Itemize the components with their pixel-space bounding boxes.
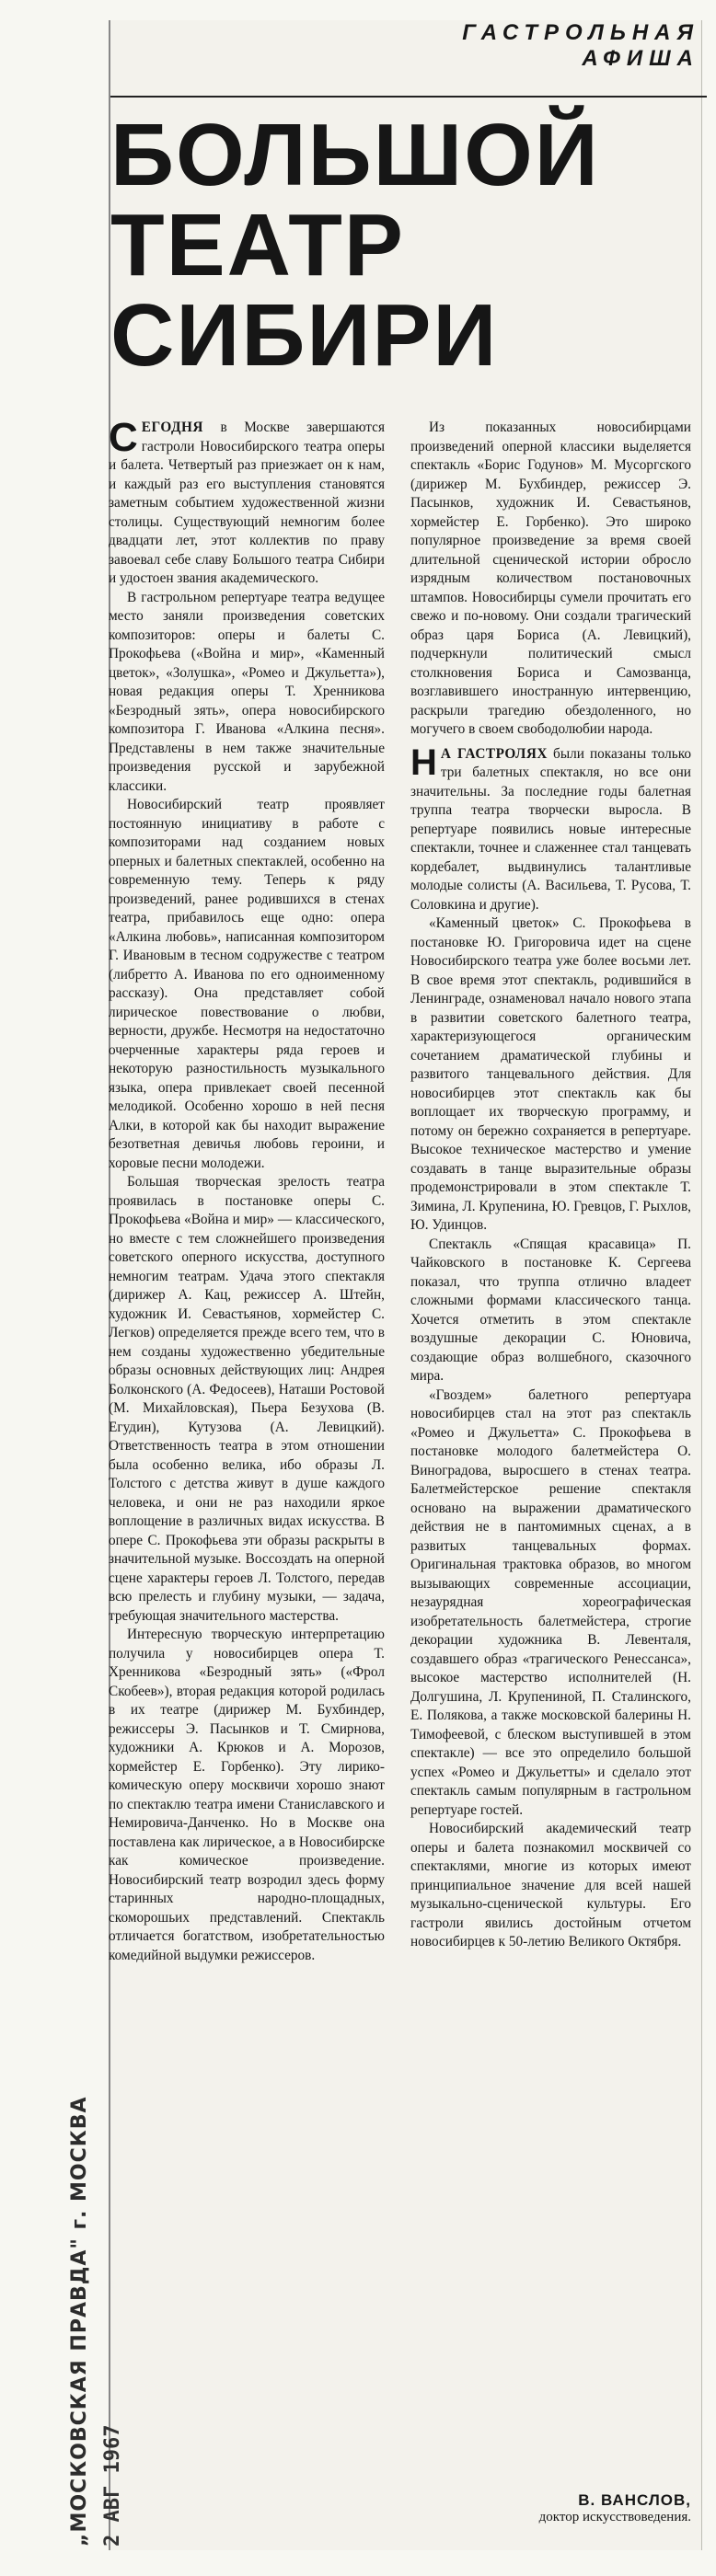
headline: [110, 106, 626, 385]
drop-cap: С: [109, 415, 138, 460]
paragraph-text: в Москве завершаются гастроли Новосибирского театра оперы и балета. Четвертый раз приезжает он к нам, и каждый раз его выступления становятся заметным событием художественной жизни столицы. Существующий немногим более двадцати лет, этот коллектив по праву завоевал себе славу Большого театра Сибири и удостоен звания академического.: [109, 420, 385, 586]
drop-cap: Н: [410, 742, 437, 783]
headline-line-1: БОЛЬШОЙ: [110, 106, 600, 204]
rubric-rule: [110, 96, 707, 98]
article-column-2: [410, 419, 691, 1952]
paragraph: [109, 796, 385, 1173]
paragraph: [109, 415, 385, 589]
paragraph-text: Интересную творческую интерпретацию получила у новосибирцев опера Т. Хренникова «Безродный зять» («Фрол Скобеев»), вторая редакция которой родилась в их театре (дирижер М. Бухбиндер, режиссеры Э. Пасынков и Т. Смирнова, художники А. Крюков и А. Морозов, хормейстер Е. Горбенко). Эту лирико-комическую оперу москвичи хорошо знают по спектаклю театра имени Станиславского и Немировича-Данченко. Но в Москве она поставлена как лирическое, а в Новосибирске как комическое произведение. Новосибирский театр возродил здесь форму старинных народно-площадных, скоморошьих представлений. Спектакль отличается богатством, изобретательностью комедийной выдумки режиссеров.: [109, 1627, 385, 1963]
paragraph-text: В гастрольном репертуаре театра ведущее место заняли произведения советских композиторов: оперы и балеты С. Прокофьева («Война и мир», «Каменный цветок», «Золушка», «Ромео и Джульетта»), новая редакция оперы Т. Хренникова «Безродный зять», опера новосибирского композитора Г. Иванова «Алкина песня». Представлены в нем также значительные произведения русской и зарубежной классики.: [109, 589, 385, 794]
paragraph-text: были показаны только три балетных спектакля, но все они значительны. За последние годы балетная труппа театра творчески выросла. В репертуаре появились новые интересные спектакли, точнее и слаженнее стал танцевать кордебалет, выдвинулись талантливые молодые солисты (А. Васильева, Т. Русова, Т. Соловкина и другие).: [410, 745, 691, 913]
paragraph-text: Из показанных новосибирцами произведений оперной классики выделяется спектакль «Борис Годунов» М. Мусоргского (дирижер М. Бухбиндер, режиссер Э. Пасынков, художник И. Севастьянов, хормейстер Е. Горбенко). Это широко популярное произведение за время своей длительной сценической истории обросло изрядным количеством постановочных штампов. Новосибирцы сумели прочитать его свежо и по-новому. Они создали трагический образ царя Бориса (А. Левицкий), подчеркнули политический смысл столкновения Бориса и Самозванца, возглавившего иностранную интервенцию, раскрыли трагедию обездоленного, но могучего в своем свободолюбии народа.: [410, 420, 691, 737]
lead-caps: ЕГОДНЯ: [141, 420, 203, 435]
paragraph-text: Спектакль «Спящая красавица» П. Чайковского в постановке К. Сергеева показал, что труппа отлично владеет сложными формами классического танца. Хочется отметить в этом спектакле воздушные декорации С. Юновича, создающие образ волшебного, сказочного мира.: [410, 1236, 691, 1384]
paragraph: [109, 1626, 385, 1965]
author-title: доктор искусствоведения.: [538, 2510, 691, 2524]
paragraph-text: «Гвоздем» балетного репертуара новосибирцев стал на этот раз спектакль «Ромео и Джульетта» С. Прокофьева в постановке молодого балетмейстера О. Виноградова, выросшего в стенах театра. Балетмейстерское решение спектакля основано на выражении драматического действия не в пантомимных сценах, а в развитых танцевальных формах. Оригинальная трактовка образов, во многом вызывающих современные ассоциации, незаурядная хореографическая изобретательность балетмейстера, строгие декорации художника В. Левенталя, создавшего образ «трагического Ренессанса», высокое мастерство исполнителей (Н. Долгушина, Л. Крупениной, П. Сталинского, Е. Полякова, а также московской балерины Н. Тимофеевой, с блеском выступившей в этом спектакле) — все это определило большой успех «Ромео и Джульетты» и сделало этот спектакль самым популярным в гастрольном репертуаре гостей.: [410, 1386, 691, 1818]
lead-caps: А ГАСТРОЛЯХ: [440, 745, 548, 762]
stamp-publication: „МОСКОВСКАЯ ПРАВДА" г. МОСКВА: [68, 2096, 91, 2547]
paragraph: [410, 1236, 691, 1386]
rubric: [462, 20, 699, 72]
paragraph-text: «Каменный цветок» С. Прокофьева в постановке Ю. Григоровича идет на сцене Новосибирского театра уже более восьми лет. В свое время этот спектакль, родившийся в Ленинграде, ознаменовал начало нового этапа в развитии советского балетного театра, характеризующегося органическим сочетанием драматической глубины и развитого танцевального действия. Для новосибирцев этот спектакль как бы воплощает их творческую программу, и потому он бережно сохраняется в репертуаре. Высокое техническое мастерство и умение создавать в танце выразительные образы продемонстрировали в этом спектакле Т. Зимина, Л. Крупенина, Ю. Гревцов, Г. Рыхлов, Ю. Удинцов.: [410, 915, 691, 1233]
headline-line-2: ТЕАТР: [110, 196, 405, 294]
paragraph-text: Новосибирский академический театр оперы и балета познакомил москвичей со спектаклями, многие из которых имеют принципиальное значение для всей нашей музыкально-сценической культуры. Его гастроли явились достойным отчетом новосибирцев к 50-летию Великого Октября.: [410, 1821, 691, 1949]
paragraph: [109, 1173, 385, 1626]
paragraph: [410, 914, 691, 1236]
paragraph: [410, 742, 691, 915]
byline: [410, 2491, 691, 2525]
author-name: В. ВАНСЛОВ,: [578, 2491, 691, 2509]
paragraph: [410, 1386, 691, 1821]
paragraph: [410, 419, 691, 740]
paragraph-text: Новосибирский театр проявляет постоянную инициативу в работе с композиторами над созданием новых оперных и балетных спектаклей, особенно на современную тему. Теперь к ряду произведений, ранее родившихся в стенах театра, прибавилось еще одно: опера «Алкина любовь», написанная композитором Г. Ивановым в тесном содружестве с театром (либретто А. Иванова по его одноименному рассказу). Она представляет собой лирическое повествование о любви, верности, дружбе. Несмотря на недостаточно очерченные характеры ряда героев и некоторую разностильность музыкального языка, опера привлекает своей песенной мелодикой. Особенно хорошо в ней песня Алки, в которой как бы находит выражение безответная девичья любовь героини, и хоровые песни молодежи.: [109, 797, 385, 1171]
paragraph: [109, 589, 385, 797]
article-column-1: [109, 415, 385, 1965]
rubric-line-1: ГАСТРОЛЬНАЯ: [462, 20, 699, 45]
archive-stamp: [37, 2096, 124, 2548]
rubric-line-2: АФИША: [582, 46, 699, 71]
headline-line-3: СИБИРИ: [110, 286, 499, 385]
stamp-date: 2 АВГ 1967: [101, 2424, 124, 2547]
paragraph-text: Большая творческая зрелость театра проявилась в постановке оперы С. Прокофьева «Война и мир» — классического, но вместе с тем сложнейшего произведения советского оперного искусства, доступного немногим театрам. Удача этого спектакля (дирижер А. Кац, режиссер А. Штейн, художник И. Севастьянов, хормейстер С. Легков) определяется прежде всего тем, что в нем созданы художественно убедительные образы основных действующих лиц: Андрея Болконского (А. Федосеев), Наташи Ростовой (М. Михайловская), Пьера Безухова (В. Егудин), Кутузова (А. Левицкий). Ответственность театра в этом отношении была особенно велика, ибо образы Л. Толстого с детства живут в душе каждого человека, и они не раз находили яркое воплощение в различных видах искусства. В опере С. Прокофьева эти образы раскрыты в значительной музыке. Воссоздать на оперной сцене характеры героев Л. Толстого, передав всю прелесть и глубину музыки, — задача, требующая значительного мастерства.: [109, 1174, 385, 1624]
paragraph: [410, 1820, 691, 1952]
